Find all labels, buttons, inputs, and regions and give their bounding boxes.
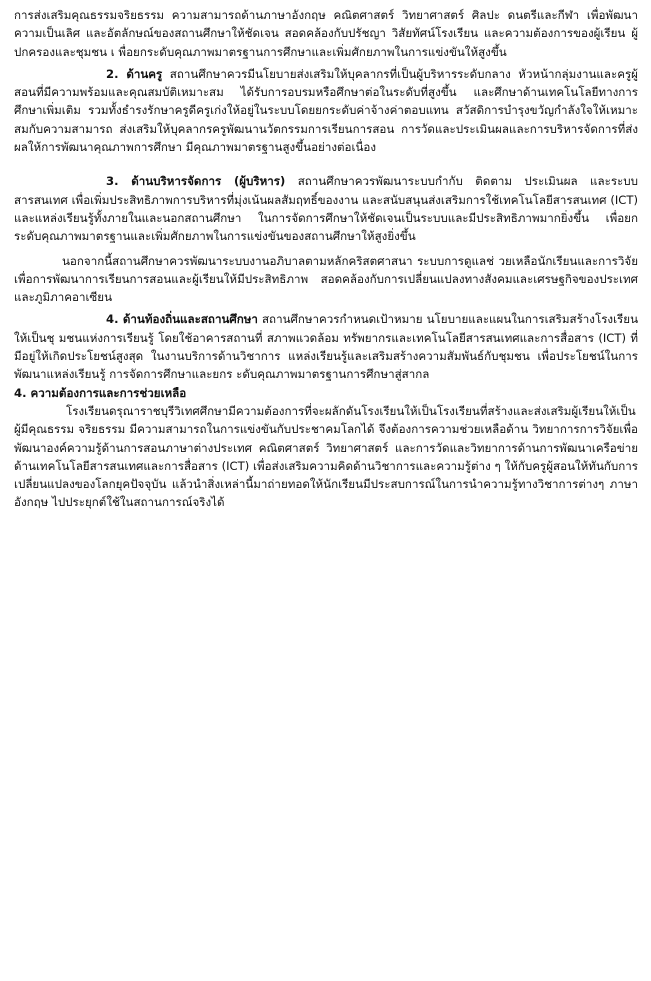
item-3-text: สถานศึกษาควรพัฒนาระบบกำกับ ติดตาม ประเมินผล และระบบสารสนเทศ เพื่อเพิ่มประสิทธิภาพการบริหารที่มุ่งเน้นผลสัมฤทธิ์ของงาน และสนับสนุนส่งเสริมการใช้เทคโนโลยีสารสนเทศ (ICT) และแหล่งเรียนรู้ทั้งภายในและนอกสถานศึกษา ในการจัดการศึกษาให้ชัดเจนเป็นระบบและมีประสิทธิภาพมากยิ่งขึ้น เพื่อยกระดับคุณภาพมาตรฐานและเพิ่มศักยภาพในการแข่งขันของสถานศึกษาให้สูงยิ่งขึ้น <box>14 174 638 244</box>
item-4-lead: 4. ด้านท้องถิ่นและสถานศึกษา <box>106 312 258 327</box>
item-3-management-paragraph <box>14 172 638 245</box>
item-2-lead: 2. ด้านครู <box>106 66 163 81</box>
section-4-heading: 4. ความต้องการและการช่วยเหลือ <box>14 385 187 400</box>
additional-paragraph: นอกจากนี้สถานศึกษาควรพัฒนาระบบงานอภิบาลตามหลักคริสตศาสนา ระบบการดูแลช่ วยเหลือนักเรียนและการวิจัยเพื่อการพัฒนาการเรียนการสอนและผู้เรียนให้มีประสิทธิภาพ สอดคล้องกับการเปลี่ยนแปลงทางสังคมและเศรษฐกิจของประเทศและภูมิภาคอาเซียน <box>14 253 638 305</box>
item-4-community-paragraph <box>14 310 638 383</box>
item-2-teachers-paragraph <box>14 65 638 156</box>
item-4-text: สถานศึกษาควรกำหนดเป้าหมาย นโยบายและแผนในการเสริมสร้างโรงเรียนให้เป็นชุ มชนแห่งการเรียนรู้ โดยใช้อาคารสถานที่ สภาพแวดล้อม ทรัพยากรและเทคโนโลยีสารสนเทศและการสื่อสาร (ICT) ที่มีอยู่ให้เกิดประโยชน์สูงสุด ในงานบริการด้านวิชาการ แหล่งเรียนรู้และเสริมสร้างความสัมพันธ์กับชุมชน เพื่อประโยชน์ในการพัฒนาแหล่งเรียนรู้ การจัดการศึกษาและยกร ะดับคุณภาพมาตรฐานการศึกษาสู่สากล <box>14 312 638 382</box>
intro-paragraph: การส่งเสริมคุณธรรมจริยธรรม ความสามารถด้านภาษาอังกฤษ คณิตศาสตร์ วิทยาศาสตร์ ศิลปะ ดนตรีและกีฬา เพื่อพัฒนาความเป็นเลิศ และอัตลักษณ์ของสถานศึกษาให้ชัดเจน สอดคล้องกับปรัชญา วิสัยทัศน์โรงเรียน และความต้องการของผู้เรียน ผู้ปกครองและชุมชน เ พื่อยกระดับคุณภาพมาตรฐานการศึกษาและเพิ่มศักยภาพในการแข่งขันให้สูงขึ้น <box>14 8 638 59</box>
item-2-text: สถานศึกษาควรมีนโยบายส่งเสริมให้บุคลากรที่เป็นผู้บริหารระดับกลาง หัวหน้ากลุ่มงานและครูผู้สอนที่มีความพร้อมและคุณสมบัติเหมาะสม ได้รับการอบรมหรือศึกษาต่อในระดับที่สูงขึ้น และศึกษาด้านเทคโนโลยีทางการศึกษาเพิ่มเติม รวมทั้งธำรงรักษาครูดีครูเก่งให้อยู่ในระบบโดยยกระดับค่าจ้างค่าตอบแทน สวัสดิการบำรุงขวัญกำลังใจให้เหมาะสมกับความสามารถ ส่งเสริมให้บุคลากรครูพัฒนานวัตกรรมการเรียนการสอน การวัดและประเมินผลและการบริหารจัดการที่ส่งผลให้การพัฒนาคุณภาพการศึกษา มีคุณภาพมาตรฐานสูงขึ้นอย่างต่อเนื่อง <box>14 66 638 155</box>
item-3-lead: 3. ด้านบริหารจัดการ (ผู้บริหาร) <box>106 174 286 189</box>
section-4-body: โรงเรียนดรุณาราชบุรีวิเทศศึกษามีความต้องการที่จะผลักดันโรงเรียนให้เป็นโรงเรียนที่สร้างและส่งเสริมผู้เรียนให้เป็นผู้มีคุณธรรม จริยธรรม มีความสามารถในการแข่งขันกับประชาคมโลกได้ จึงต้องการความช่วยเหลือด้าน วิทยาการการวิจัยเพื่อพัฒนาองค์ความรู้ด้านการสอนภาษาต่างประเทศ คณิตศาสตร์ วิทยาศาสตร์ และการวัดและวิทยาการด้านการพัฒนาเครือข่ายด้านเทคโนโลยีสารสนเทศและการสื่อสาร (ICT) เพื่อส่งเสริมความคิดด้านวิชาการและความรู้ต่าง ๆ ให้กับครูผู้สอนให้ทันกับการเปลี่ยนแปลงของโลกยุคปัจจุบัน แล้วนำสิ่งเหล่านี้มาถ่ายทอดให้นักเรียนมีประสบการณ์ในการนำความรู้ทางวิชาการต่างๆ ภาษาอังกฤษ ไปประยุกต์ใช้ในสถานการณ์จริงได้ <box>14 403 638 510</box>
document-page <box>14 6 638 512</box>
